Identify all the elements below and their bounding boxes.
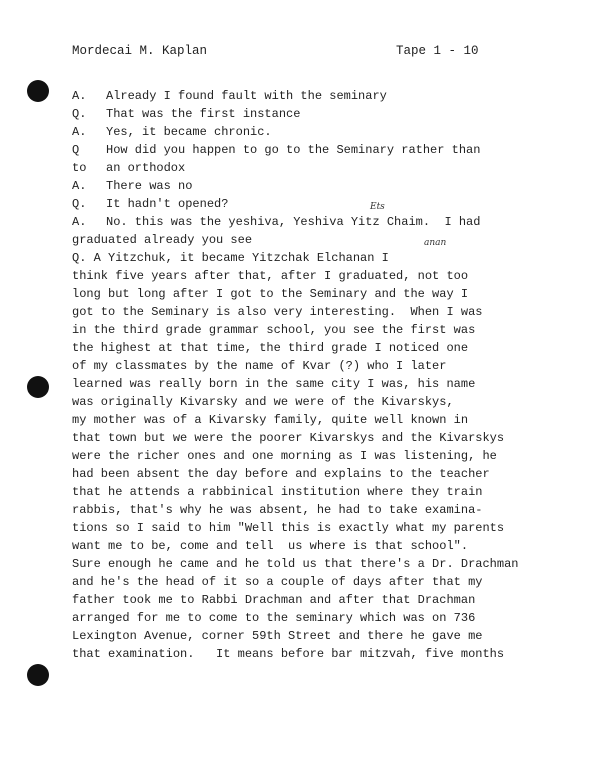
paragraph-line: my mother was of a Kivarsky family, quite well known in <box>72 413 469 427</box>
paragraph-line: graduated already you see <box>72 233 253 247</box>
paragraph-line: in the third grade grammar school, you see the first was <box>72 323 476 337</box>
paragraph-line: that town but we were the poorer Kivarskys and the Kivarskys <box>72 431 505 445</box>
paragraph-line: Sure enough he came and he told us that there's a Dr. Drachman <box>72 557 519 571</box>
paragraph-line: that he attends a rabbinical institution where they train <box>72 485 483 499</box>
paragraph-line: think five years after that, after I graduated, not too <box>72 269 469 283</box>
paragraph-line: learned was really born in the same city I was, his name <box>72 377 476 391</box>
paragraph-line: got to the Seminary is also very interesting. When I was <box>72 305 483 319</box>
binder-hole-bottom <box>27 664 49 686</box>
paragraph-line: Lexington Avenue, corner 59th Street and there he gave me <box>72 629 483 643</box>
binder-hole-middle <box>27 376 49 398</box>
binder-hole-top <box>27 80 49 102</box>
paragraph-line: the highest at that time, the third grade I noticed one <box>72 341 469 355</box>
handwritten-annotation: anan <box>424 238 447 248</box>
paragraph-line: had been absent the day before and explains to the teacher <box>72 467 490 481</box>
paragraph-line: were the richer ones and one morning as I was listening, he <box>72 449 497 463</box>
transcript-page: Mordecai M. Kaplan Tape 1 - 10 A. Already I found fault with the seminary Q. That was the first instance A. Yes, it became chronic. Q How did you happen to go to the Seminary rather than to an orthodox A. There was no Q. It hadn't opened? A. No. this was the yeshiva, Yeshiva Yitz Chaim. I had Ets graduated already you see Q. A Yitzchuk, it became Yitzchak Elchanan I anan think five years after that, after I graduated, not too long but long after I got to the Seminary and the way I got to the Seminary is also very interesting. When I was in the third grade grammar school, you see the first was the highest at that time, the third grade I noticed one of my classmates by the name of Kvar (?) who I later learned was really born in the same city I was, his name was originally Kivarsky and we were of the Kivarskys, my mother was of a Kivarsky family, quite well known in that town but we were the poorer Kivarskys and the Kivarskys were the richer ones and one morning as I was listening, he had been absent the day before and explains to the teacher that he attends a rabbinical institution where they train rabbis, that's why he was absent, he had to take examina- tions so I said to him "Well this is exactly what my parents want me to be, come and tell us where is that school". Sure enough he came and he told us that there's a Dr. Drachman and he's the head of it so a couple of days after that my father took me to Rabbi Drachman and after that Drachman arranged for me to come to the seminary which was on 736 Lexington Avenue, corner 59th Street and there he gave me that examination. It means before bar mitzvah, five months <box>0 0 591 760</box>
paragraph-line: tions so I said to him "Well this is exactly what my parents <box>72 521 505 535</box>
paragraph-line: of my classmates by the name of Kvar (?) who I later <box>72 359 447 373</box>
paragraph-line: arranged for me to come to the seminary which was on 736 <box>72 611 476 625</box>
paragraph-line: rabbis, that's why he was absent, he had to take examina- <box>72 503 483 517</box>
paragraph-line: father took me to Rabbi Drachman and after that Drachman <box>72 593 476 607</box>
paragraph-line: want me to be, come and tell us where is that school". <box>72 539 469 553</box>
paragraph-line: Q. A Yitzchuk, it became Yitzchak Elchanan I <box>72 251 389 265</box>
handwritten-annotation: Ets <box>370 202 385 212</box>
tape-number: Tape 1 - 10 <box>396 44 479 58</box>
paragraph-line: long but long after I got to the Seminary and the way I <box>72 287 469 301</box>
paragraph-line: that examination. It means before bar mitzvah, five months <box>72 647 505 661</box>
interviewee-name: Mordecai M. Kaplan <box>72 44 208 58</box>
paragraph-line: was originally Kivarsky and we were of the Kivarskys, <box>72 395 454 409</box>
paragraph-line: and he's the head of it so a couple of days after that my <box>72 575 483 589</box>
